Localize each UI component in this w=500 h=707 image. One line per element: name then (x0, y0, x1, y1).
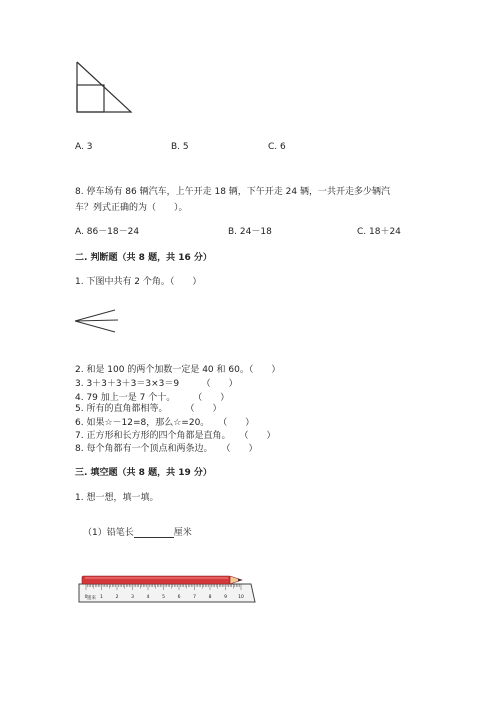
q7-option-a: A. 3 (75, 142, 93, 152)
judge-q8: 8. 每个角都有一个顶点和两条边。 （ ） (75, 444, 258, 454)
ruler-number: 2 (115, 595, 119, 600)
section3-title: 三. 填空题（共 8 题，共 19 分） (75, 468, 212, 478)
judge-q6: 6. 如果☆－12=8，那么☆=20。 （ ） (75, 418, 255, 428)
angle-rays-figure (75, 308, 120, 338)
ruler-brand: 遗来 (87, 596, 96, 601)
judge-q7: 7. 正方形和长方形的四个角都是直角。 （ ） (75, 431, 276, 441)
ruler-number: 10 (238, 595, 244, 600)
ruler-number: 6 (177, 595, 181, 600)
q8-option-c: C. 18＋24 (357, 227, 401, 237)
ruler-number: 5 (162, 595, 165, 600)
fill-q1-sub1-prefix: （1）铅笔长 (83, 528, 134, 538)
ruler-number: 4 (146, 595, 150, 600)
q8-text-line1: 8. 停车场有 86 辆汽车，上午开走 18 辆，下午开走 24 辆，一共开走多少辆汽 (75, 187, 390, 197)
q8-option-a: A. 86－18－24 (75, 227, 140, 237)
pencil-body (82, 576, 230, 584)
ruler-number: 8 (208, 595, 212, 600)
q7-option-c: C. 6 (268, 142, 286, 152)
ruler-number: 1 (100, 595, 103, 600)
ruler-pencil-figure (76, 570, 256, 606)
judge-q1: 1. 下图中共有 2 个角。（ ） (75, 277, 202, 287)
judge-q3: 3. 3＋3＋3＋3＝3×3＝9 （ ） (75, 379, 238, 389)
triangle-figure (77, 62, 137, 117)
q7-option-b: B. 5 (171, 142, 189, 152)
q8-text-line2: 车？列式正确的为（ ）。 (75, 203, 188, 213)
inner-square (77, 85, 104, 112)
answer-blank[interactable] (134, 528, 174, 538)
fill-q1-sub1-suffix: 厘米 (173, 528, 192, 538)
fill-q1-sub1 (83, 528, 192, 538)
ruler-number: 7 (193, 595, 196, 600)
judge-q5: 5. 所有的直角都相等。 （ ） (75, 404, 222, 414)
ruler-number: 0 (84, 595, 88, 600)
q8-option-b: B. 24－18 (228, 227, 272, 237)
judge-q4: 4. 79 加上一是 7 个十。 （ ） (75, 393, 230, 403)
ruler-number: 9 (224, 595, 227, 600)
fill-q1: 1. 想一想，填一填。 (75, 493, 159, 503)
judge-q2: 2. 和是 100 的两个加数一定是 40 和 60。（ ） (75, 365, 281, 375)
section2-title: 二. 判断题（共 8 题，共 16 分） (75, 253, 212, 263)
ruler-number: 3 (131, 595, 134, 600)
